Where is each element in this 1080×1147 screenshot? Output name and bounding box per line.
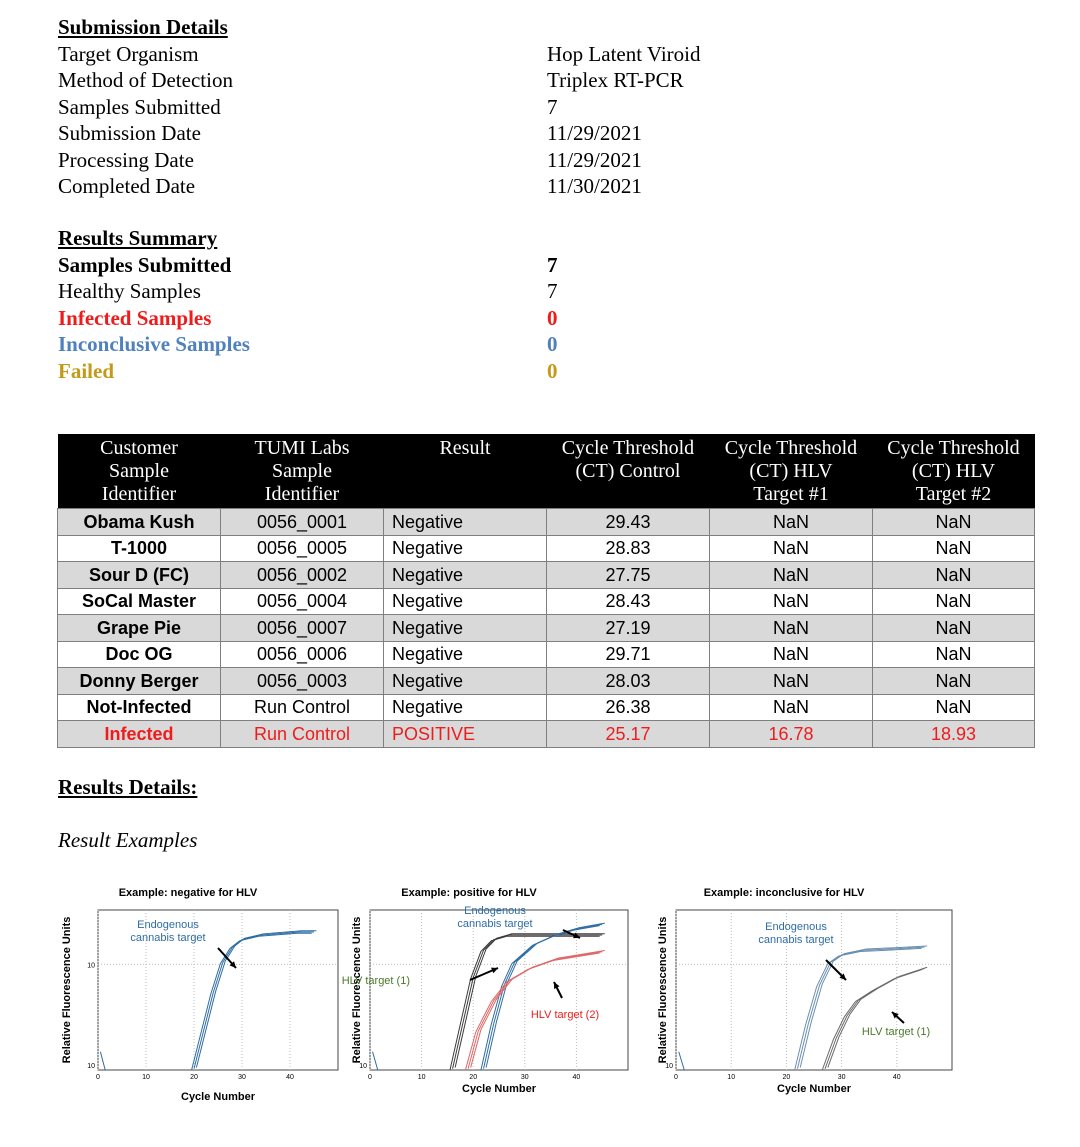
x-tick-label: 0 [368, 1074, 372, 1081]
detail-label: Method of Detection [58, 68, 233, 92]
x-tick-label: 0 [674, 1074, 678, 1081]
table-cell: 29.71 [547, 641, 710, 668]
table-cell: 0056_0001 [221, 509, 384, 536]
table-row [58, 641, 1035, 668]
column-header-line: Identifier [264, 483, 340, 505]
submission-details [58, 14, 701, 200]
annotation-line: cannabis target [130, 932, 206, 944]
y-axis-label: Relative Fluorescence Units [61, 916, 73, 1064]
table-cell: Donny Berger [58, 668, 221, 695]
detail-value: 11/30/2021 [547, 174, 642, 198]
table-row [58, 588, 1035, 615]
column-header [221, 434, 384, 509]
detail-label: Processing Date [58, 147, 194, 172]
y-tick-label: 10 [87, 962, 95, 970]
column-header [710, 434, 873, 509]
table-cell: NaN [710, 588, 873, 615]
table-cell: NaN [710, 562, 873, 589]
table-cell: 0056_0003 [221, 668, 384, 695]
column-header-line: Cycle Threshold [724, 437, 858, 459]
column-header [58, 434, 221, 509]
detail-row [58, 305, 558, 332]
table-row [58, 668, 1035, 695]
column-header-line: (CT) HLV [911, 460, 996, 482]
table-cell: Negative [384, 668, 547, 695]
table-cell: 27.75 [547, 562, 710, 589]
detail-label: Failed [58, 358, 114, 383]
table-cell: Run Control [221, 721, 384, 748]
detail-value: 11/29/2021 [547, 147, 642, 172]
table-row [58, 615, 1035, 642]
chart-title: Example: inconclusive for HLV [703, 887, 865, 899]
detail-value: 7 [547, 252, 558, 277]
annotation-line: Endogenous [765, 921, 827, 933]
table-cell: 16.78 [710, 721, 873, 748]
y-axis-label: Relative Fluorescence Units [657, 916, 669, 1064]
detail-value: Hop Latent Viroid [547, 41, 701, 66]
detail-row [58, 358, 558, 385]
detail-row [58, 41, 701, 68]
results-summary [58, 225, 558, 384]
table-cell: NaN [873, 562, 1035, 589]
table-row [58, 509, 1035, 536]
column-header-line: Sample [109, 460, 169, 482]
results-details-title: Results Details: [58, 775, 198, 799]
x-axis-label: Cycle Number [181, 1091, 255, 1103]
detail-label: Infected Samples [58, 305, 212, 330]
x-tick-label: 30 [837, 1074, 846, 1081]
table-row [58, 694, 1035, 721]
table-cell: 18.93 [873, 721, 1035, 748]
table-cell: 26.38 [547, 694, 710, 721]
detail-row [58, 120, 642, 147]
table-cell: Negative [384, 562, 547, 589]
detail-row [58, 331, 558, 358]
table-cell: SoCal Master [58, 588, 221, 615]
x-tick-label: 0 [96, 1074, 100, 1081]
detail-value: 0 [547, 305, 558, 330]
table-cell: NaN [710, 615, 873, 642]
table-cell: 27.19 [547, 615, 710, 642]
table-cell: 0056_0007 [221, 615, 384, 642]
table-cell: 0056_0005 [221, 535, 384, 562]
x-axis-label: Cycle Number [777, 1083, 851, 1095]
chart-title: Example: negative for HLV [118, 887, 258, 899]
x-tick-label: 40 [286, 1074, 294, 1081]
table-cell: NaN [873, 535, 1035, 562]
table-cell: Negative [384, 535, 547, 562]
detail-label: Samples Submitted [58, 94, 221, 119]
detail-row [58, 252, 558, 279]
table-cell: T-1000 [58, 535, 221, 562]
detail-value: 0 [547, 358, 558, 383]
column-header [873, 434, 1035, 509]
table-cell: Doc OG [58, 641, 221, 668]
y-tick-label: 10 [359, 1063, 367, 1070]
result-examples-title: Result Examples [58, 828, 198, 852]
table-cell: POSITIVE [384, 721, 547, 748]
table-header-row [58, 434, 1035, 509]
table-cell: NaN [873, 641, 1035, 668]
table-row [58, 535, 1035, 562]
table-cell: 28.43 [547, 588, 710, 615]
table-cell: 0056_0004 [221, 588, 384, 615]
x-tick-label: 20 [782, 1074, 791, 1081]
annotation: HLV target (1) [861, 1026, 931, 1038]
table-cell: 28.83 [547, 535, 710, 562]
table-cell: Grape Pie [58, 615, 221, 642]
table-cell: NaN [710, 509, 873, 536]
table-cell: NaN [873, 694, 1035, 721]
table-cell: 0056_0006 [221, 641, 384, 668]
table-row [58, 721, 1035, 748]
table-cell: 29.43 [547, 509, 710, 536]
column-header-line: Result [439, 437, 491, 459]
submission-details-title: Submission Details [58, 15, 228, 39]
detail-value: Triplex RT-PCR [547, 68, 684, 92]
x-tick-label: 10 [142, 1074, 150, 1081]
detail-row [58, 94, 558, 121]
column-header-line: Cycle Threshold [561, 437, 695, 459]
column-header [547, 434, 710, 509]
table-cell: 25.17 [547, 721, 710, 748]
detail-row [58, 278, 558, 305]
x-tick-label: 10 [727, 1074, 736, 1081]
chart-positive [341, 880, 640, 1120]
table-cell: NaN [873, 588, 1035, 615]
column-header-line: Target #1 [753, 483, 829, 505]
table-cell: Negative [384, 641, 547, 668]
table-cell: NaN [873, 509, 1035, 536]
column-header-line: TUMI Labs [254, 437, 350, 459]
detail-value: 11/29/2021 [547, 121, 642, 145]
table-cell: Sour D (FC) [58, 562, 221, 589]
column-header-line: (CT) Control [575, 460, 681, 482]
table-cell: Obama Kush [58, 509, 221, 536]
x-tick-label: 30 [238, 1074, 246, 1081]
chart-negative-svg [58, 880, 348, 1120]
table-cell: Negative [384, 615, 547, 642]
detail-label: Completed Date [58, 174, 196, 198]
detail-row [58, 173, 642, 200]
table-cell: NaN [710, 694, 873, 721]
x-tick-label: 20 [190, 1074, 198, 1081]
table-cell: Negative [384, 694, 547, 721]
detail-label: Submission Date [58, 121, 201, 145]
column-header-line: Sample [272, 460, 332, 482]
detail-value: 0 [547, 332, 558, 356]
detail-label: Target Organism [58, 41, 199, 66]
table-cell: Negative [384, 509, 547, 536]
annotation-line: cannabis target [457, 918, 533, 930]
column-header-line: (CT) HLV [749, 460, 833, 482]
column-header-line: Target #2 [915, 483, 992, 505]
results-summary-title: Results Summary [58, 226, 218, 250]
column-header-line: Customer [100, 437, 178, 459]
detail-row [58, 147, 642, 174]
detail-value: 7 [547, 279, 558, 303]
table-cell: Run Control [221, 694, 384, 721]
x-tick-label: 10 [417, 1074, 426, 1081]
table-cell: Negative [384, 588, 547, 615]
column-header [384, 434, 547, 509]
y-axis-label: Relative Fluorescence Units [351, 916, 363, 1064]
table-cell: NaN [710, 535, 873, 562]
chart-positive-svg [341, 880, 640, 1120]
detail-label: Healthy Samples [58, 279, 201, 303]
chart-negative [58, 880, 348, 1120]
x-tick-label: 30 [520, 1074, 529, 1081]
x-tick-label: 40 [572, 1074, 581, 1081]
annotation-line: Endogenous [137, 919, 199, 931]
detail-label: Samples Submitted [58, 252, 232, 277]
y-tick-label: 10 [665, 1063, 673, 1070]
annotation: HLV target (1) [341, 975, 410, 987]
table-cell: NaN [710, 641, 873, 668]
table-cell: Not-Infected [58, 694, 221, 721]
y-tick-label: 10 [87, 1063, 95, 1070]
annotation: HLV target (2) [530, 1009, 600, 1021]
annotation-line: cannabis target [758, 934, 834, 946]
table-cell: NaN [873, 668, 1035, 695]
detail-row [58, 67, 684, 94]
chart-inconclusive [656, 880, 956, 1120]
x-tick-label: 40 [892, 1074, 901, 1081]
detail-value: 7 [547, 94, 558, 119]
x-axis-label: Cycle Number [462, 1083, 536, 1095]
results-table [57, 434, 1035, 748]
table-cell: 28.03 [547, 668, 710, 695]
table-cell: NaN [873, 615, 1035, 642]
table-cell: 0056_0002 [221, 562, 384, 589]
table-cell: NaN [710, 668, 873, 695]
column-header-line: Identifier [101, 483, 177, 505]
detail-label: Inconclusive Samples [58, 332, 250, 356]
table-row [58, 562, 1035, 589]
annotation-line: Endogenous [464, 905, 526, 917]
x-tick-label: 20 [469, 1074, 478, 1081]
table-cell: Infected [58, 721, 221, 748]
column-header-line: Cycle Threshold [887, 437, 1020, 459]
chart-inconclusive-svg [656, 880, 956, 1120]
chart-title: Example: positive for HLV [401, 887, 537, 899]
